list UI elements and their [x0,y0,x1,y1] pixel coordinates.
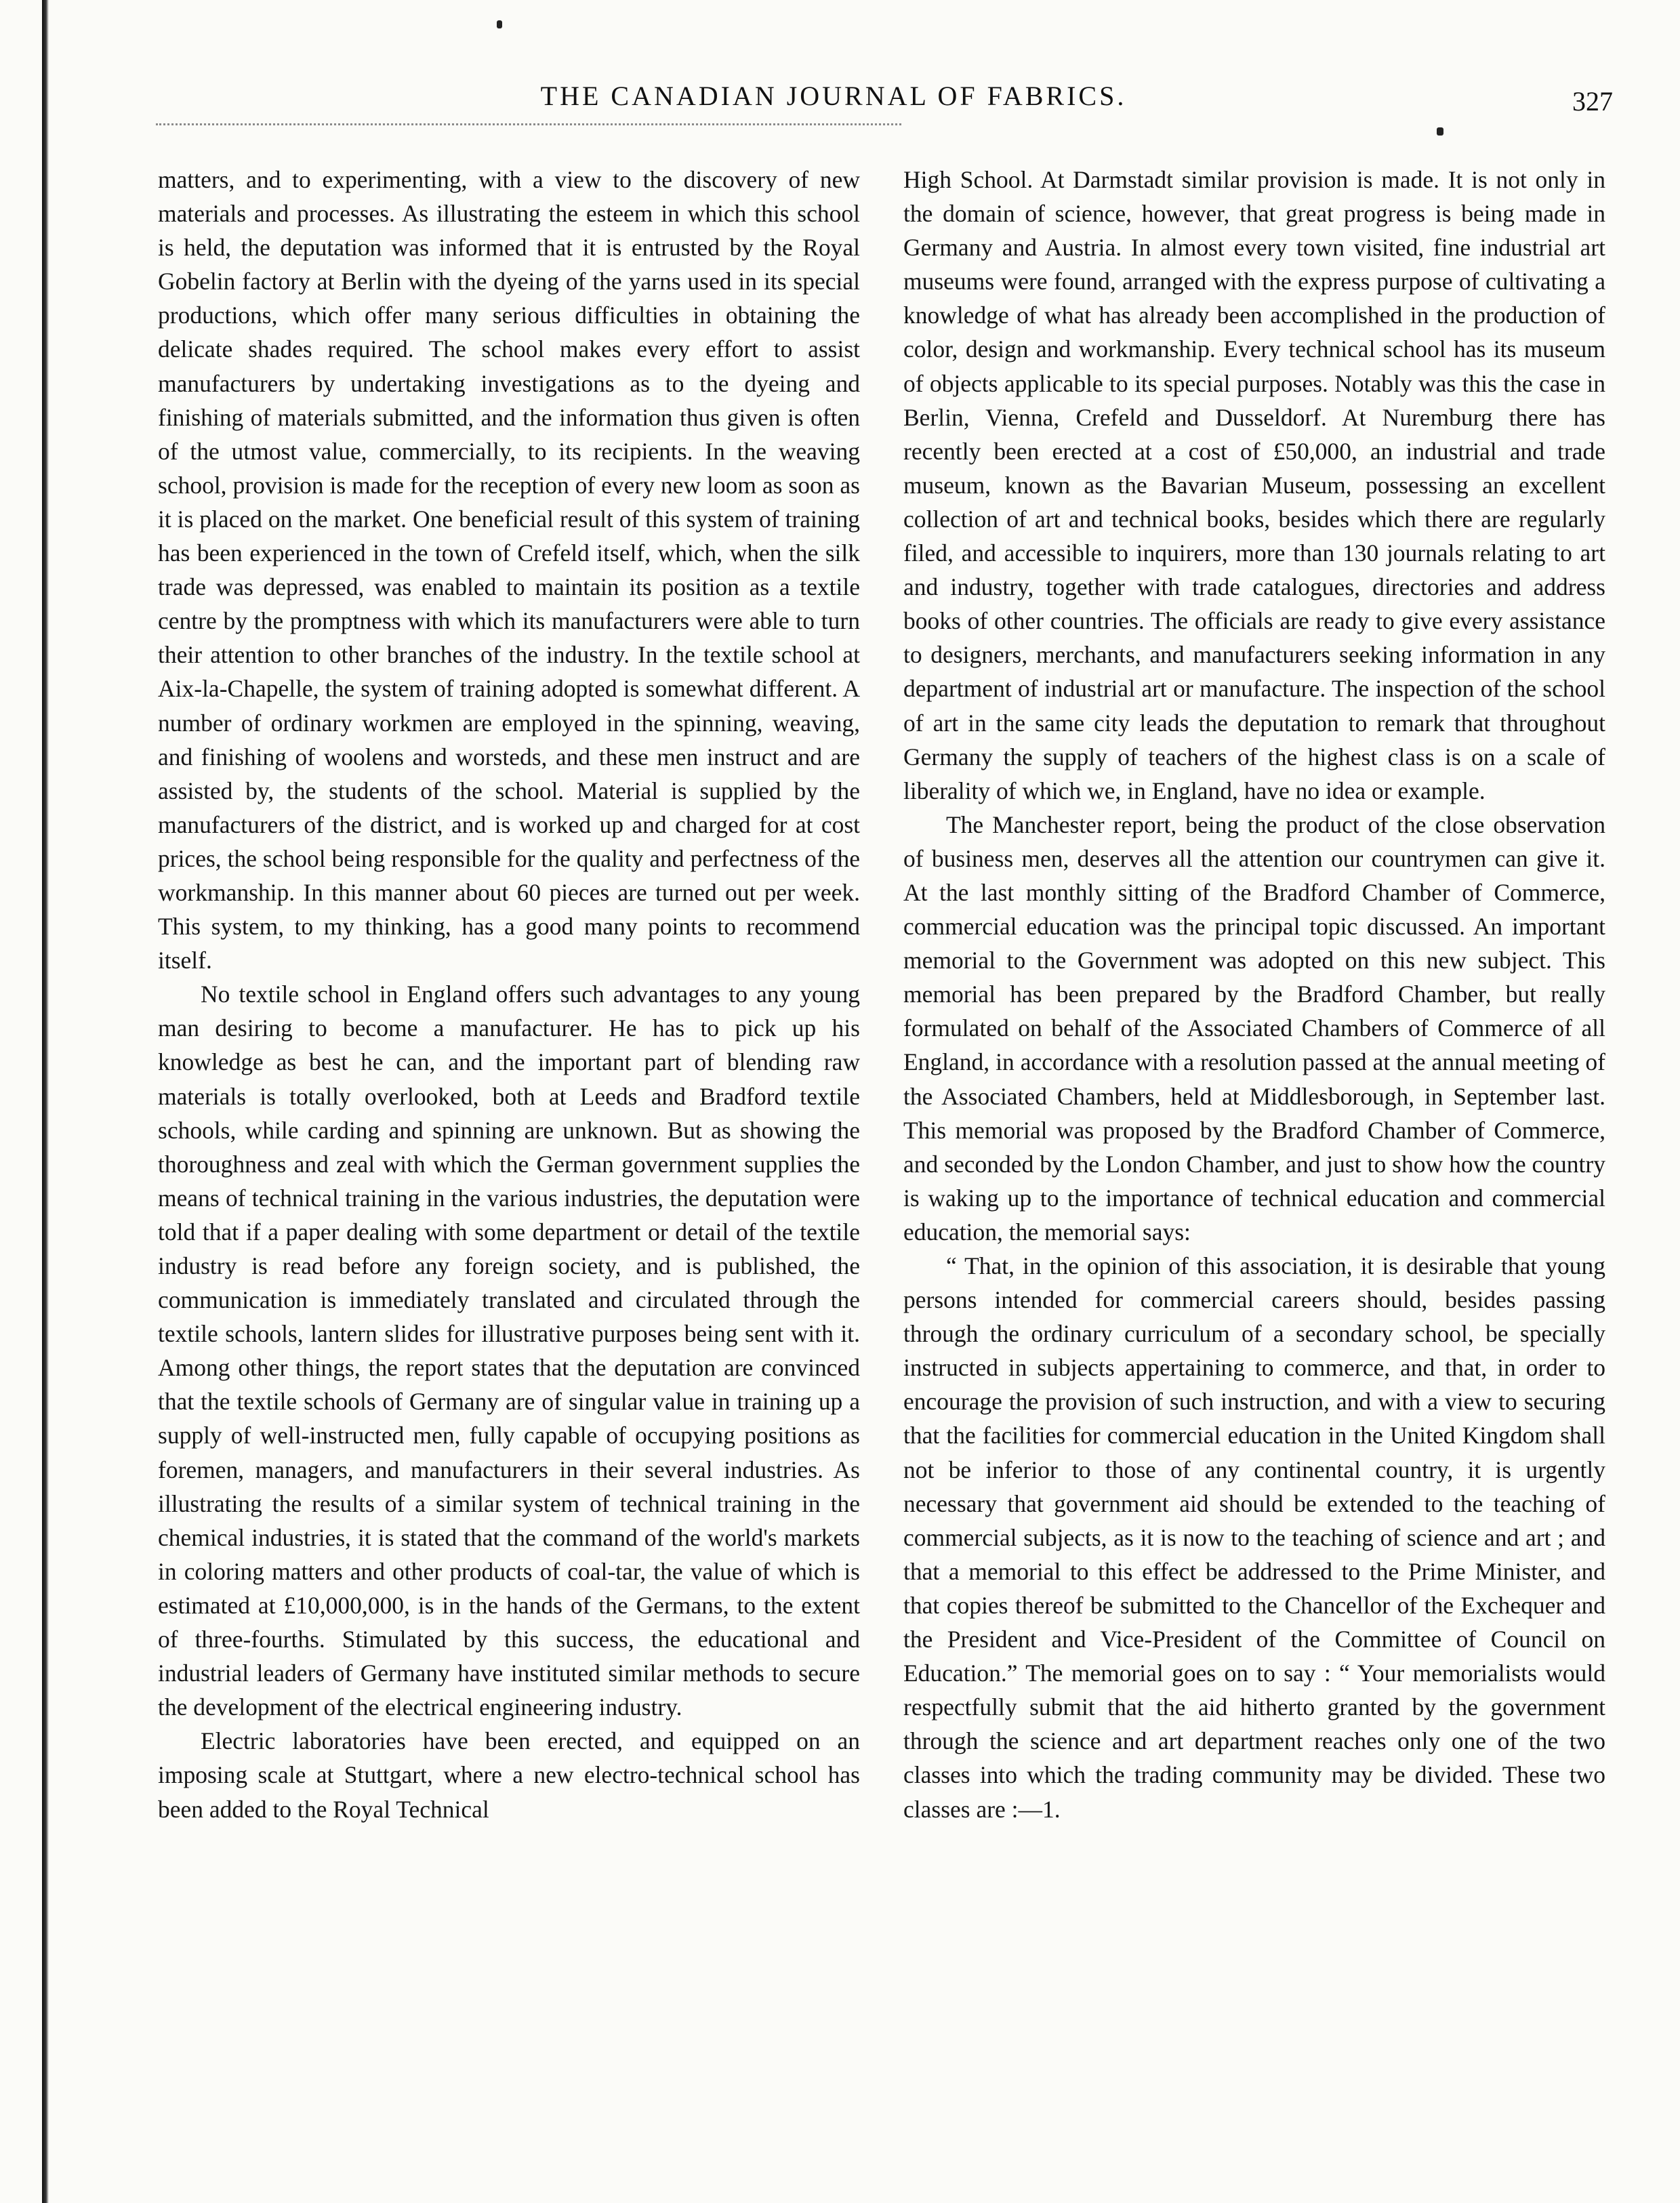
running-header [156,80,1613,134]
left-column [158,163,860,1826]
paragraph: No textile school in England offers such advantages to any young man desiring to become a manufacturer. He has to pick up his knowledge as best he can, and the important part of blending raw materials is totally overlooked, both at Leeds and Bradford textile schools, while carding and spinning are unknown. But as showing the thoroughness and zeal with which the German government supplies the means of technical training in the various industries, the deputation were told that if a paper dealing with some department or detail of the textile industry is read before any foreign society, and is published, the communication is immediately translated and circulated through the textile schools, lantern slides for illustrative purposes being sent with it. Among other things, the report states that the deputation are convinced that the textile schools of Germany are of singular value in training up a supply of well-instructed men, fully capable of occupying positions as foremen, managers, and manufacturers in their several industries. As illustrating the results of a similar system of technical training in the chemical industries, it is stated that the command of the world's markets in coloring matters and other products of coal-tar, the value of which is estimated at £10,000,000, is in the hands of the Germans, to the extent of three-fourths. Stimulated by this success, the educational and industrial leaders of Germany have instituted similar methods to secure the development of the electrical engineering industry. [158,981,860,1721]
right-column [903,163,1605,1826]
paragraph: The Manchester report, being the product of the close observation of business men, deserves all the attention our countrymen can give it. At the last monthly sitting of the Bradford Chamber of Commerce, commercial education was the principal topic discussed. An important memorial to the Government was adopted on this new subject. This memorial has been prepared by the Bradford Chamber, but really formulated on behalf of the Associated Chambers of Commerce of all England, in accordance with a resolution passed at the annual meeting of the Associated Chambers, held at Middlesborough, in September last. This memorial was proposed by the Bradford Chamber of Commerce, and seconded by the London Chamber, and just to show how the country is waking up to the importance of technical education and commercial education, the memorial says: [903,810,1605,1245]
paragraph: Electric laboratories have been erected, and equipped on an imposing scale at Stuttgart, where a new electro-technical school has been added to the Royal Technical [158,1727,860,1823]
ink-speck [497,20,502,28]
paragraph: “ That, in the opinion of this association, it is desirable that young persons intended for commercial careers should, besides passing through the ordinary curriculum of a secondary school, be specially instructed in subjects appertaining to commerce, and that, in order to encourage the provision of such instruction, and with a view to securing that the facilities for commercial education in the United Kingdom shall not be inferior to those of any continental country, it is urgently necessary that government aid should be extended to the teaching of commercial subjects, as it is now to the teaching of science and art ; and that a memorial to this effect be addressed to the Prime Minister, and that copies thereof be submitted to the Chancellor of the Exchequer and the President and Vice-President of the Committee of Council on Education.” The memorial goes on to say : “ Your memorialists would respectfully submit that the aid hitherto granted by the government through the science and art department reaches only one of the two classes into which the trading community may be divided. These two classes are :—1. [903,1252,1605,1823]
header-rule [156,123,901,125]
page-number: 327 [1572,86,1613,117]
paragraph: High School. At Darmstadt similar provision is made. It is not only in the domain of science, however, that great progress is being made in Germany and Austria. In almost every town visited, fine industrial art museums were found, arranged with the express purpose of cultivating a knowledge of what has already been accomplished in the production of color, design and workmanship. Every technical school has its museum of objects applicable to its special purposes. Notably was this the case in Berlin, Vienna, Crefeld and Dusseldorf. At Nuremburg there has recently been erected at a cost of £50,000, an industrial and trade museum, known as the Bavarian Museum, possessing an excellent collection of art and technical books, besides which there are regularly filed, and accessible to inquirers, more than 130 journals relating to art and industry, together with trade catalogues, directories and address books of other countries. The officials are ready to give every assistance to designers, merchants, and manufacturers seeking information in any department of industrial art or manufacture. The inspection of the school of art in the same city leads the deputation to remark that throughout Germany the supply of teachers of the highest class is on a scale of liberality of which we, in England, have no idea or example. [903,166,1605,804]
page-binding-edge [42,0,49,2203]
journal-title: THE CANADIAN JOURNAL OF FABRICS. [540,81,1127,111]
paragraph: matters, and to experimenting, with a view to the discovery of new materials and processes. As illustrating the esteem in which this school is held, the deputation was informed that it is entrusted by the Royal Gobelin factory at Berlin with the dyeing of the yarns used in its special productions, which offer many serious difficulties in obtaining the delicate shades required. The school makes every effort to assist manufacturers by undertaking investigations as to the dyeing and finishing of materials submitted, and the information thus given is often of the utmost value, commercially, to its recipients. In the weaving school, provision is made for the reception of every new loom as soon as it is placed on the market. One beneficial result of this system of training has been experienced in the town of Crefeld itself, which, when the silk trade was depressed, was enabled to maintain its position as a textile centre by the promptness with which its manufacturers were able to turn their attention to other branches of the industry. In the textile school at Aix-la-Chapelle, the system of training adopted is somewhat different. A number of ordinary workmen are employed in the spinning, weaving, and finishing of woolens and worsteds, and these men instruct and are assisted by, the students of the school. Material is supplied by the manufacturers of the district, and is worked up and charged for at cost prices, the school being responsible for the quality and perfectness of the workmanship. In this manner about 60 pieces are turned out per week. This system, to my thinking, has a good many points to recommend itself. [158,166,860,974]
